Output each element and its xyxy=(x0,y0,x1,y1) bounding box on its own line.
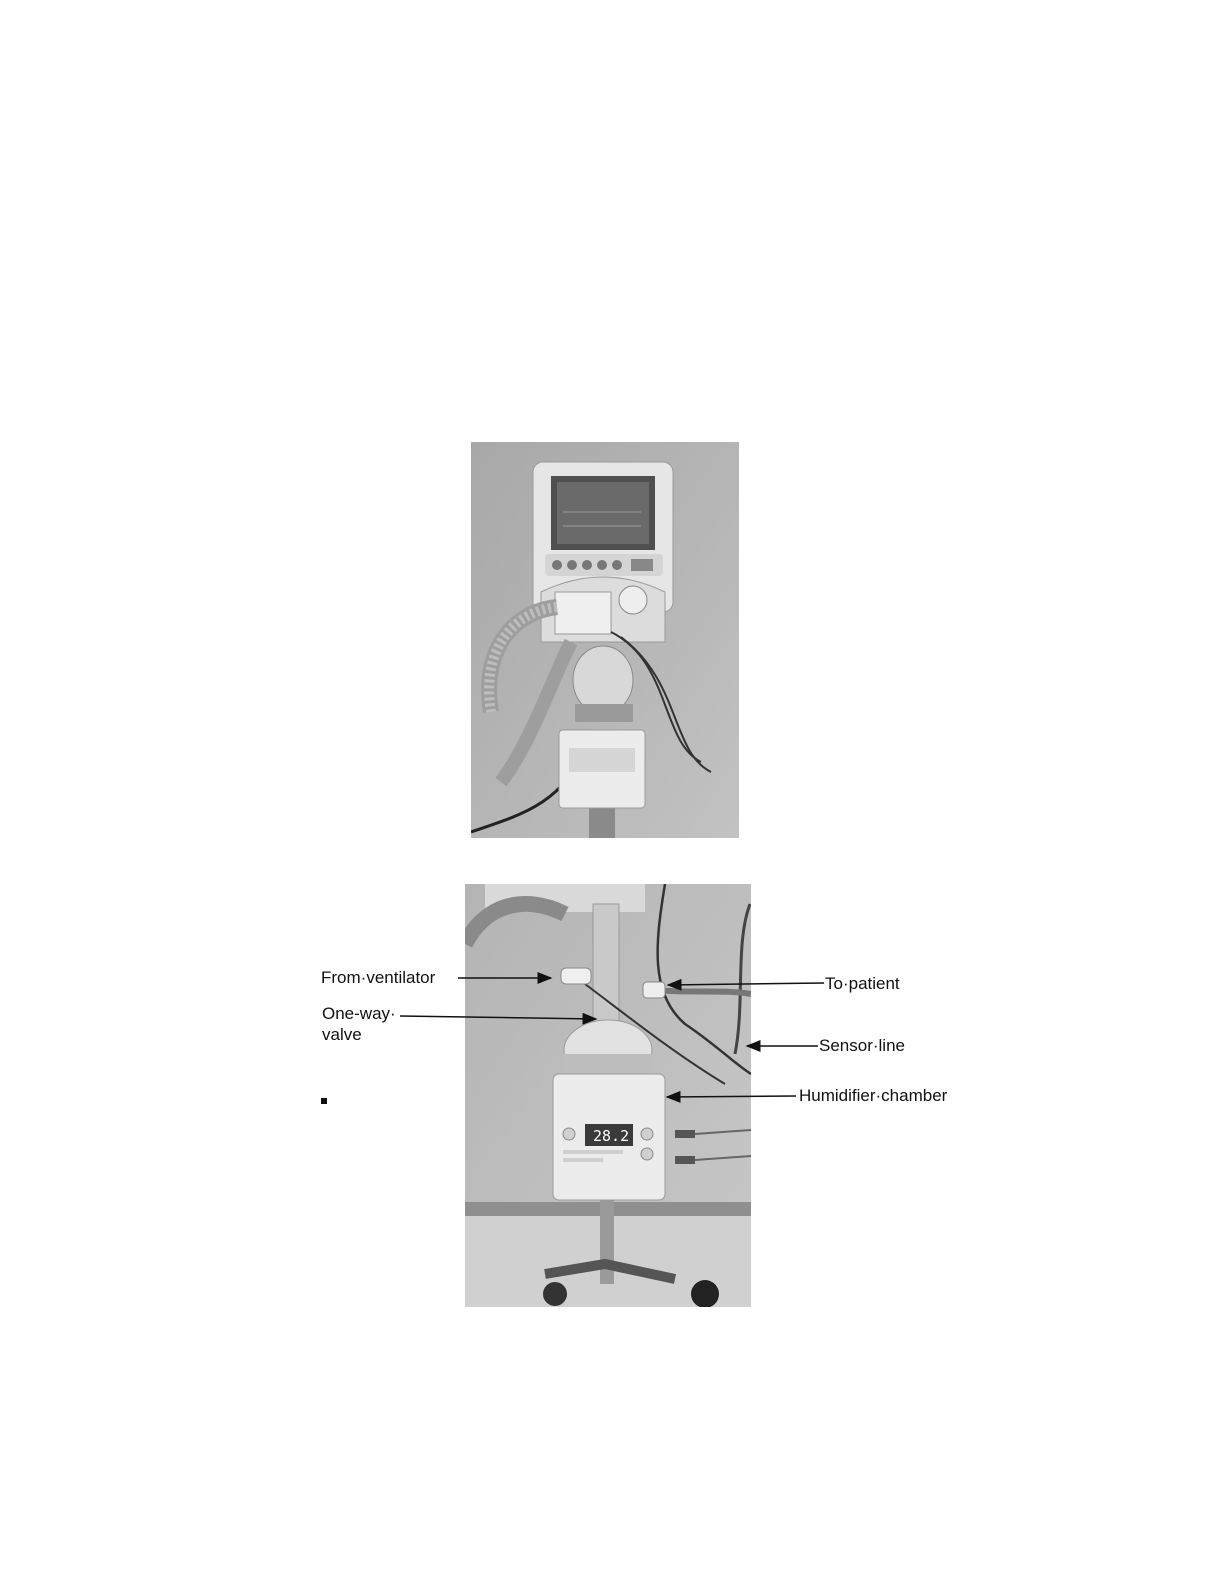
label-sensor-line: Sensor·line xyxy=(819,1036,905,1055)
label-one-way-valve xyxy=(322,1003,396,1045)
bullet-marker xyxy=(321,1098,327,1104)
label-to-patient: To·patient xyxy=(825,974,900,993)
label-from-ventilator: From·ventilator xyxy=(321,968,436,987)
humidifier-display-reading: 28.2 xyxy=(593,1127,630,1145)
arrow-to-patient xyxy=(668,983,824,985)
arrow-humidifier-chamber xyxy=(667,1096,796,1097)
label-one-way-line1: One-way· xyxy=(322,1004,396,1023)
label-one-way-line2: valve xyxy=(322,1025,362,1044)
label-humidifier-chamber: Humidifier·chamber xyxy=(799,1086,948,1105)
arrow-one-way-valve xyxy=(400,1016,596,1019)
